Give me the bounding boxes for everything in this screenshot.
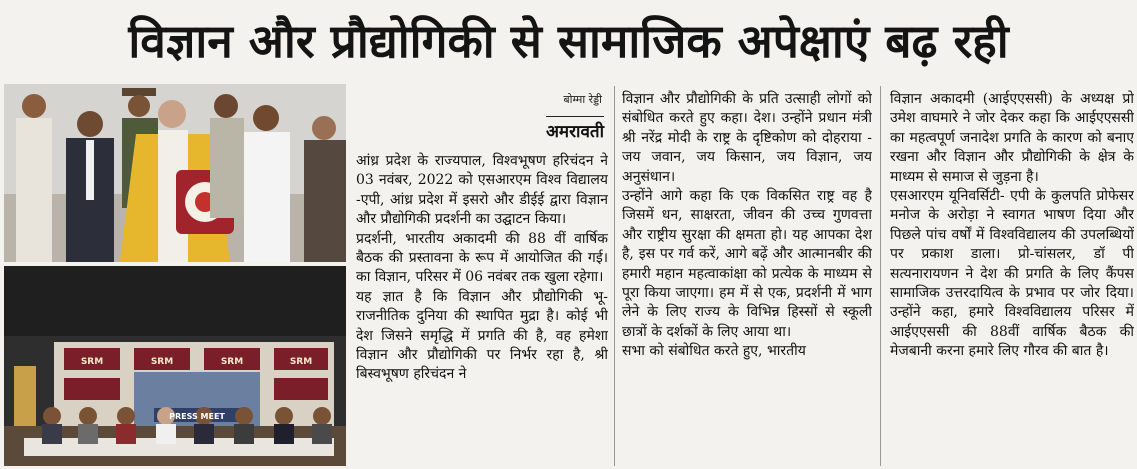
banner-logo-4: SRM (289, 357, 313, 367)
paragraph: एसआरएम यूनिवर्सिटी- एपी के कुलपति प्रोफेसर मनोज के अरोड़ा ने स्वागत भाषण दिया और पिछले पांच वर्षों में विश्वविद्यालय की उपलब्धियों पर प्रकाश डाला। प्रो-चांसलर, डॉ पी सत्यनारायणन ने देश की प्रगति के लिए कैंपस सामाजिक उत्तरदायित्व के प्रभाव पर जोर दिया। उन्होंने कहा, हमारे विश्वविद्यालय परिसर में आईएएससी की 88वीं वार्षिक बैठक की मेजबानी करना हमारे लिए गौरव की बात है। (890, 188, 1134, 360)
byline (350, 88, 612, 144)
author-name: बोम्मा रेड्डी (563, 93, 602, 106)
paragraph: सभा को संबोधित करते हुए, भारतीय (622, 343, 806, 360)
banner-logo-1: SRM (80, 357, 104, 367)
paragraph: विज्ञान अकादमी (आईएएससी) के अध्यक्ष प्रो उमेश वाघमारे ने जोर देकर कहा कि आईएएससी का महत्वपूर्ण जनादेश प्रगति के कारण को बनाए रखना और विज्ञान और प्रौद्योगिकी के क्षेत्र के माध्यम से समाज से जुड़ना है। (890, 91, 1134, 185)
article-column-1 (356, 152, 608, 468)
press-meet-stage-illustration (4, 266, 346, 466)
article-column-3 (890, 90, 1134, 468)
photo-press-meet (4, 266, 346, 466)
banner-caption: PRESS MEET (169, 412, 225, 421)
photo-inauguration (4, 84, 346, 262)
column-divider (880, 86, 881, 466)
banner-logo-2: SRM (150, 357, 174, 367)
headline: विज्ञान और प्रौद्योगिकी से सामाजिक अपेक्षाएं बढ़ रही (128, 14, 1009, 68)
column-divider (614, 86, 615, 466)
paragraph: प्रदर्शनी, भारतीय अकादमी की 88 वीं वार्षिक बैठक की प्रस्तावना के रूप में आयोजित की गई। का विज्ञान, परिसर में 06 नवंबर तक खुला रहेगा। (356, 230, 608, 286)
dateline: अमरावती (546, 116, 604, 142)
paragraph: यह ज्ञात है कि विज्ञान और प्रौद्योगिकी भू-राजनीतिक दुनिया की स्थापित मुद्रा है। कोई भी देश जिसने समृद्धि में प्रगति की है, वह हमेशा विज्ञान और प्रौद्योगिकी पर निर्भर रहा है, श्री बिस्वभूषण हरिचंदन ने (356, 288, 608, 383)
paragraph: विज्ञान और प्रौद्योगिकी के प्रति उत्साही लोगों को संबोधित करते हुए कहा। देश। उन्होंने प्रधान मंत्री श्री नरेंद्र मोदी के राष्ट्र के दृष्टिकोण को दोहराया - जय जवान, जय किसान, जय विज्ञान, जय अनुसंधान। (622, 91, 872, 185)
paragraph: उन्होंने आगे कहा कि एक विकसित राष्ट्र वह है जिसमें धन, साक्षरता, जीवन की उच्च गुणवत्ता और राष्ट्रीय सुरक्षा की क्षमता हो। यह आपका देश है, इस पर गर्व करें, आगे बढ़ें और आत्मानबीर की हमारी महान महत्वाकांक्षा को प्रत्येक के माध्यम से पूरा किया जाएगा। हम में से एक, प्रदर्शनी में भाग लेने के लिए राज्य के विभिन्न हिस्सों से स्कूली छात्रों के दर्शकों के लिए आया था। (622, 188, 872, 340)
photo-inauguration-illustration (4, 84, 346, 262)
banner-logo-3: SRM (220, 357, 244, 367)
paragraph: आंध्र प्रदेश के राज्यपाल, विश्वभूषण हरिचंदन ने 03 नवंबर, 2022 को एसआरएम विश्व विद्यालय -एपी, आंध्र प्रदेश में इसरो और डीईई द्वारा विज्ञान और प्रौद्योगिकी प्रदर्शनी का उद्घाटन किया। (356, 153, 608, 228)
article-column-2 (622, 90, 872, 468)
